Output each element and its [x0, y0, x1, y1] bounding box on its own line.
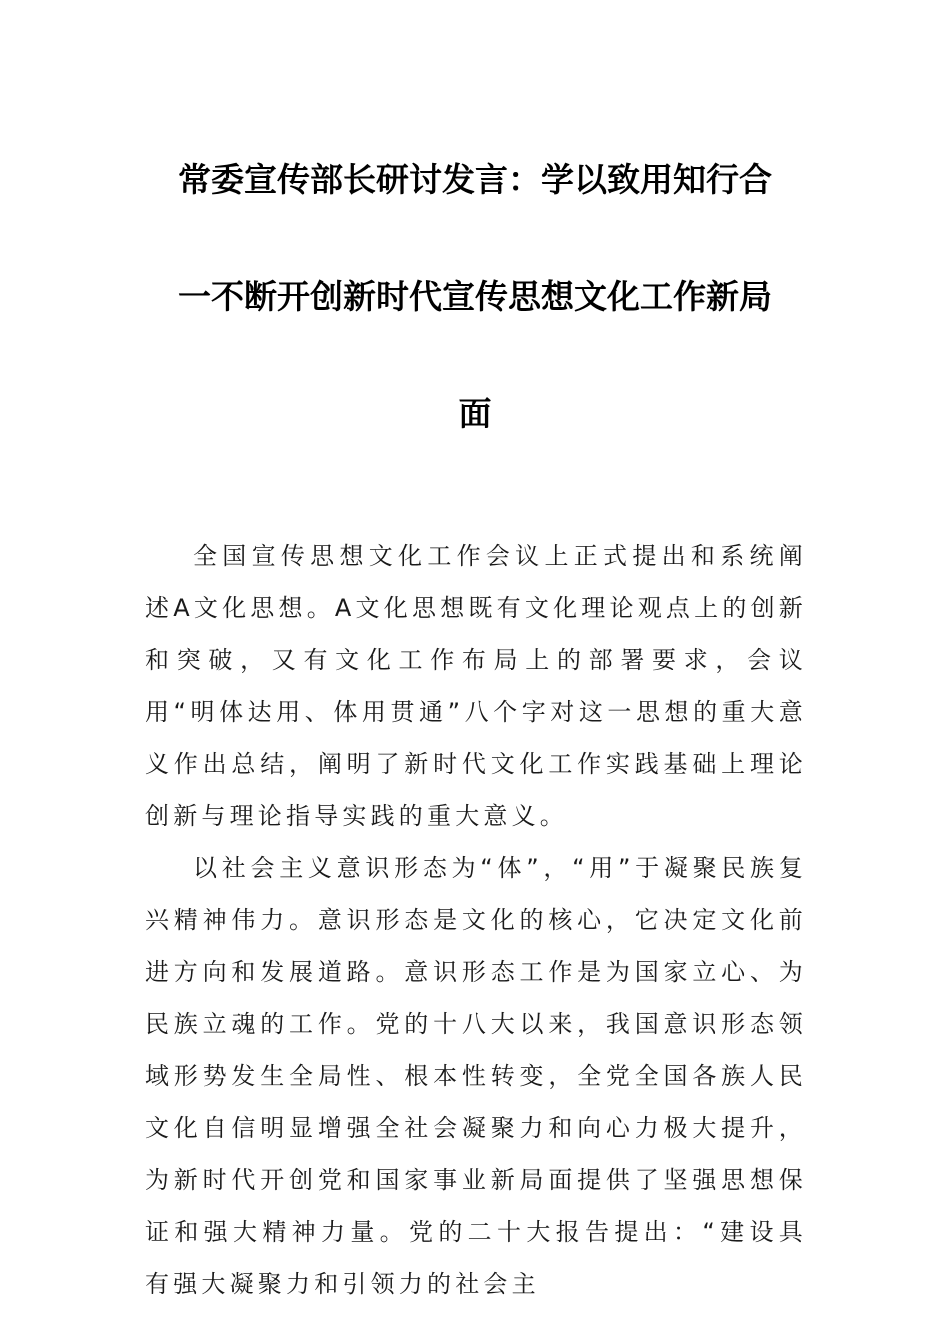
document-title — [145, 150, 805, 444]
document-body — [145, 530, 807, 1310]
title-line-1: 常委宣传部长研讨发言：学以致用知行合 — [178, 160, 772, 199]
title-line-2: 一不断开创新时代宣传思想文化工作新局 — [178, 277, 772, 316]
title-line-3: 面 — [458, 394, 492, 433]
paragraph-2: 以社会主义意识形态为“体”，“用”于凝聚民族复兴精神伟力。意识形态是文化的核心，它决定文化前进方向和发展道路。意识形态工作是为国家立心、为民族立魂的工作。党的十八大以来，我国意识形态领域形势发生全局性、根本性转变，全党全国各族人民文化自信明显增强全社会凝聚力和向心力极大提升，为新时代开创党和国家事业新局面提供了坚强思想保证和强大精神力量。党的二十大报告提出：“建设具有强大凝聚力和引领力的社会主 — [145, 854, 807, 1298]
paragraph-1: 全国宣传思想文化工作会议上正式提出和系统阐述A文化思想。A文化思想既有文化理论观点上的创新和突破，又有文化工作布局上的部署要求，会议用“明体达用、体用贯通”八个字对这一思想的重大意义作出总结，阐明了新时代文化工作实践基础上理论创新与理论指导实践的重大意义。 — [145, 542, 807, 830]
